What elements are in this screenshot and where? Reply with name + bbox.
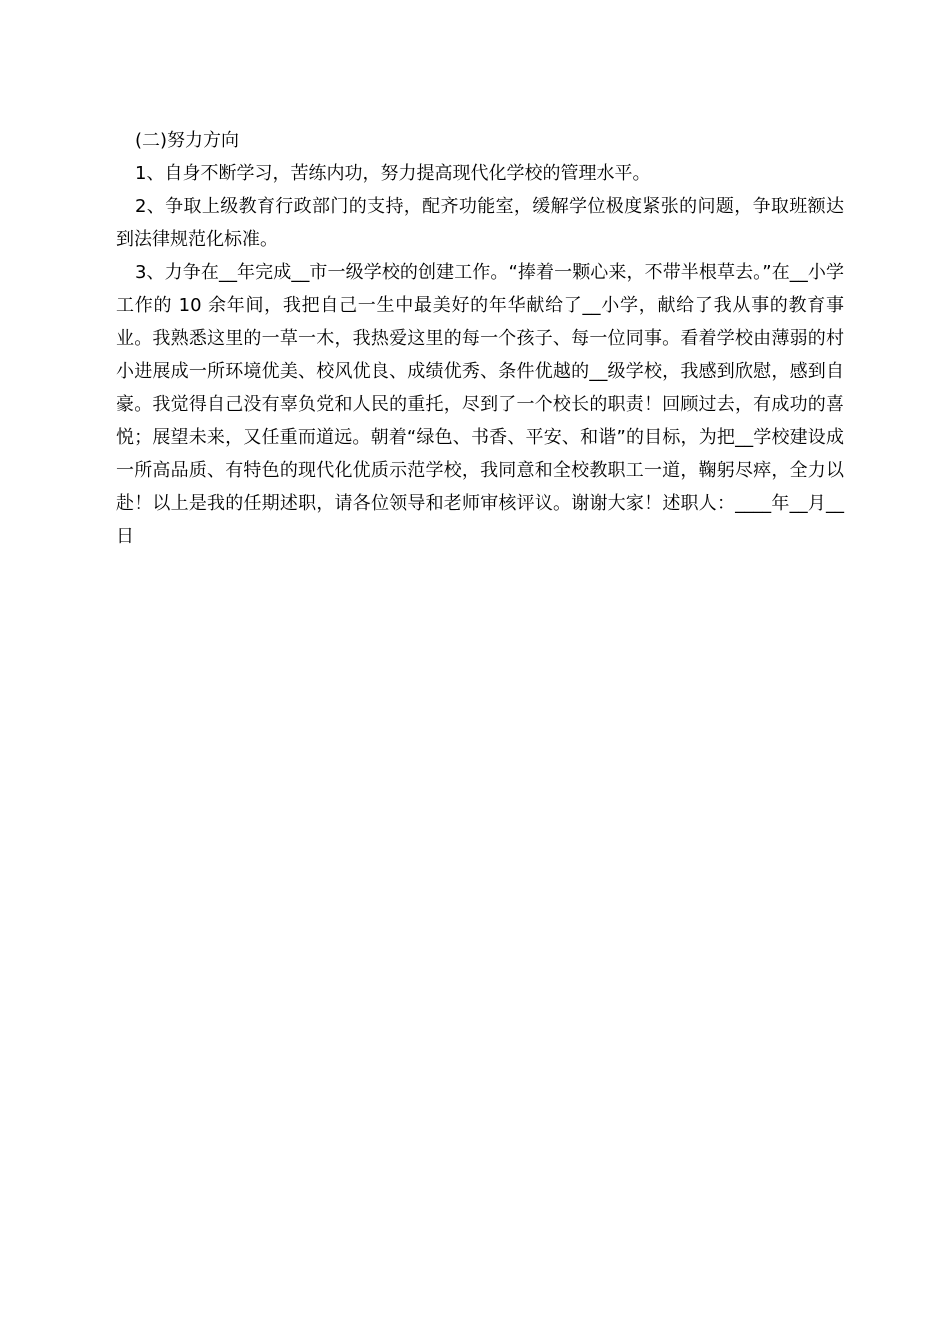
document-body bbox=[116, 124, 844, 553]
paragraph-3: 3、力争在__年完成__市一级学校的创建工作。“捧着一颗心来，不带半根草去。”在__小学工作的 10 余年间，我把自己一生中最美好的年华献给了__小学，献给了我从事的教育事业。我熟悉这里的一草一木，我热爱这里的每一个孩子、每一位同事。看着学校由薄弱的村小进展成一所环境优美、校风优良、成绩优秀、条件优越的__级学校，我感到欣慰，感到自豪。我觉得自己没有辜负党和人民的重托，尽到了一个校长的职责！回顾过去，有成功的喜悦；展望未来，又任重而道远。朝着“绿色、书香、平安、和谐”的目标，为把__学校建设成一所高品质、有特色的现代化优质示范学校，我同意和全校教职工一道，鞠躬尽瘁，全力以赴！以上是我的任期述职，请各位领导和老师审核评议。谢谢大家！述职人：____年__月__日 bbox=[116, 262, 844, 547]
section-heading: (二)努力方向 bbox=[135, 130, 240, 151]
paragraph-1: 1、自身不断学习，苦练内功，努力提高现代化学校的管理水平。 bbox=[135, 163, 651, 184]
paragraph-2: 2、争取上级教育行政部门的支持，配齐功能室，缓解学位极度紧张的问题，争取班额达到法律规范化标准。 bbox=[116, 196, 844, 250]
